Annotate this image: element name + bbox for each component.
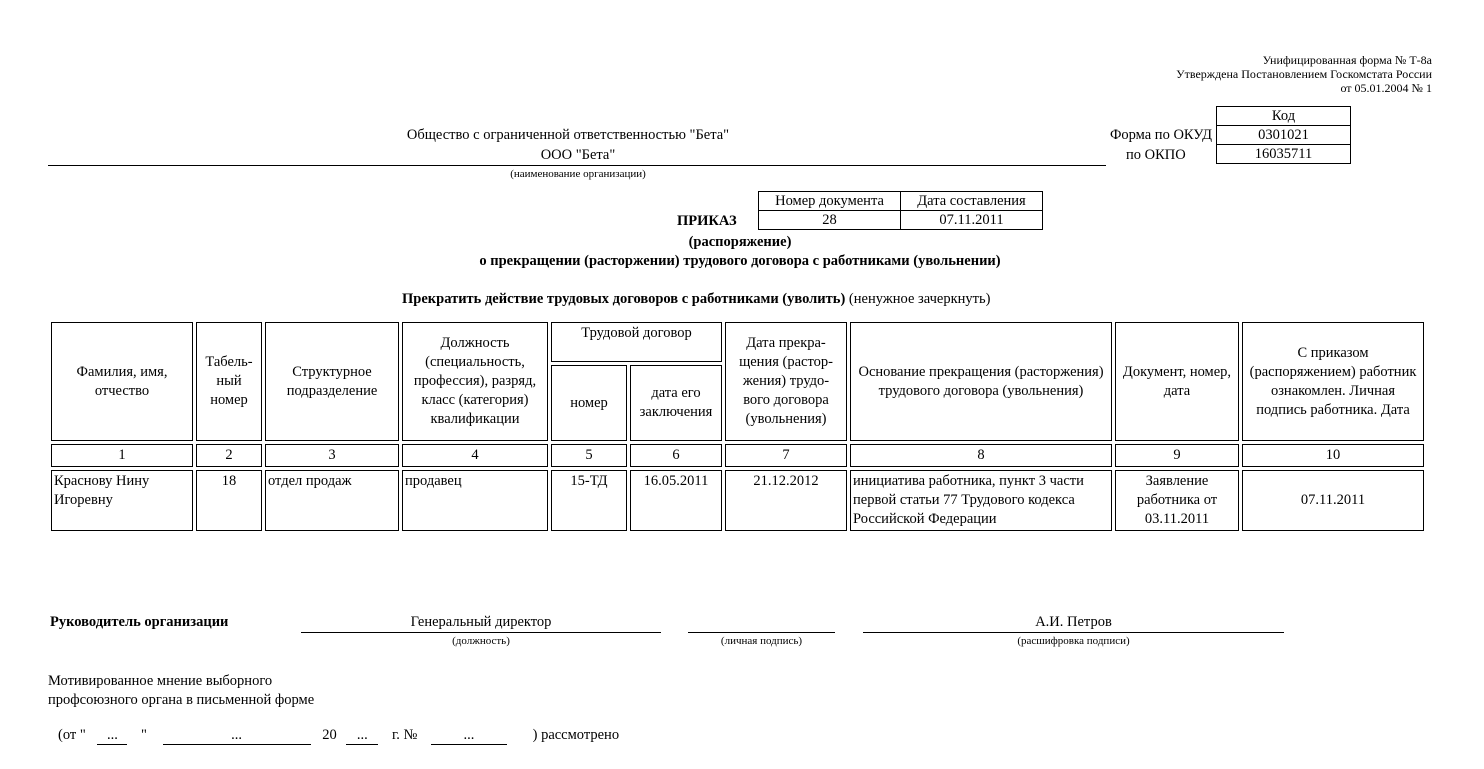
signature-underline	[688, 632, 835, 633]
signature-label: Руководитель организации	[50, 614, 229, 630]
doc-date-header: Дата составления	[901, 192, 1043, 211]
header-basis: Основание прекращения (расторжения) трудового договора (увольнения)	[850, 322, 1112, 441]
table-row	[51, 470, 1424, 531]
union-day: ...	[97, 727, 127, 745]
doc-description: о прекращении (расторжении) трудового договора с работниками (увольнении)	[479, 253, 1001, 269]
doc-date: 07.11.2011	[901, 211, 1043, 230]
col-num: 1	[51, 444, 193, 467]
union-year-prefix: 20	[322, 727, 337, 743]
org-short-name: ООО "Бета"	[540, 147, 616, 163]
position-underline	[301, 632, 661, 633]
doc-title: ПРИКАЗ	[677, 213, 737, 229]
name-caption: (расшифровка подписи)	[1017, 635, 1130, 647]
col-num: 8	[850, 444, 1112, 467]
form-header-line1: Унифицированная форма № Т-8а	[1262, 53, 1432, 67]
row-position: продавец	[402, 470, 548, 531]
org-underline	[48, 165, 1106, 166]
header-end-date: Дата прекра- щения (растор- жения) трудо- вого договора (увольнения)	[725, 322, 847, 441]
union-year: ...	[346, 727, 378, 745]
row-contract-number: 15-ТД	[551, 470, 627, 531]
union-line2: профсоюзного органа в письменной форме	[48, 692, 315, 708]
employees-table	[48, 319, 1427, 534]
header-tab: Табель- ный номер	[196, 322, 262, 441]
okud-value: 0301021	[1217, 126, 1351, 145]
col-num: 10	[1242, 444, 1424, 467]
signature-caption: (личная подпись)	[720, 635, 803, 647]
union-num-label: г. №	[391, 727, 418, 743]
row-tab: 18	[196, 470, 262, 531]
col-num: 5	[551, 444, 627, 467]
okud-label: Форма по ОКУД	[1109, 127, 1212, 143]
union-suffix: ) рассмотрено	[532, 727, 620, 743]
header-doc: Документ, номер, дата	[1115, 322, 1239, 441]
header-fio: Фамилия, имя, отчество	[51, 322, 193, 441]
row-acquainted: 07.11.2011	[1242, 470, 1424, 531]
union-month: ...	[163, 727, 311, 745]
col-num: 7	[725, 444, 847, 467]
doc-number-box	[758, 191, 1043, 230]
union-review-line	[58, 727, 619, 745]
col-num: 6	[630, 444, 722, 467]
row-basis: инициатива работника, пункт 3 части первой статьи 77 Трудового кодекса Российской Федерации	[850, 470, 1112, 531]
col-num: 3	[265, 444, 399, 467]
doc-number-header: Номер документа	[759, 192, 901, 211]
doc-subtitle: (распоряжение)	[688, 234, 792, 250]
org-caption: (наименование организации)	[510, 168, 646, 180]
header-contract-number: номер	[551, 365, 627, 441]
position-caption: (должность)	[452, 635, 510, 647]
org-full-name: Общество с ограниченной ответственностью "Бета"	[406, 127, 730, 143]
form-header-line2: Утверждена Постановлением Госкомстата России	[1176, 67, 1432, 81]
union-line1: Мотивированное мнение выборного	[48, 673, 273, 689]
col-num: 9	[1115, 444, 1239, 467]
doc-number: 28	[759, 211, 901, 230]
doc-instruction	[402, 291, 990, 308]
col-num: 4	[402, 444, 548, 467]
okpo-label: по ОКПО	[1126, 147, 1186, 163]
instruction-bold: Прекратить действие трудовых договоров с работниками (уволить)	[402, 291, 846, 307]
col-num: 2	[196, 444, 262, 467]
union-text	[48, 672, 314, 710]
form-header-line3: от 05.01.2004 № 1	[1340, 81, 1432, 95]
header-contract-date: дата его заключения	[630, 365, 722, 441]
union-prefix: (от "	[58, 727, 86, 743]
instruction-note: (ненужное зачеркнуть)	[848, 291, 991, 307]
signature-position: Генеральный директор	[410, 614, 552, 630]
okpo-value: 16035711	[1217, 145, 1351, 164]
header-acquainted: С приказом (распоряжением) работник ознакомлен. Личная подпись работника. Дата	[1242, 322, 1424, 441]
union-number: ...	[431, 727, 507, 745]
code-box	[1216, 106, 1351, 164]
header-position: Должность (специальность, профессия), разряд, класс (категория) квалификации	[402, 322, 548, 441]
name-underline	[863, 632, 1284, 633]
row-dept: отдел продаж	[265, 470, 399, 531]
row-end-date: 21.12.2012	[725, 470, 847, 531]
code-header: Код	[1217, 107, 1351, 126]
header-contract: Трудовой договор	[551, 322, 722, 362]
column-numbers-row	[51, 444, 1424, 467]
row-contract-date: 16.05.2011	[630, 470, 722, 531]
signature-name: А.И. Петров	[1035, 614, 1112, 630]
row-fio: Краснову Нину Игоревну	[51, 470, 193, 531]
union-quote-close: "	[141, 727, 147, 743]
form-header	[1176, 53, 1432, 95]
header-dept: Структурное подразделение	[265, 322, 399, 441]
row-doc: Заявление работника от 03.11.2011	[1115, 470, 1239, 531]
